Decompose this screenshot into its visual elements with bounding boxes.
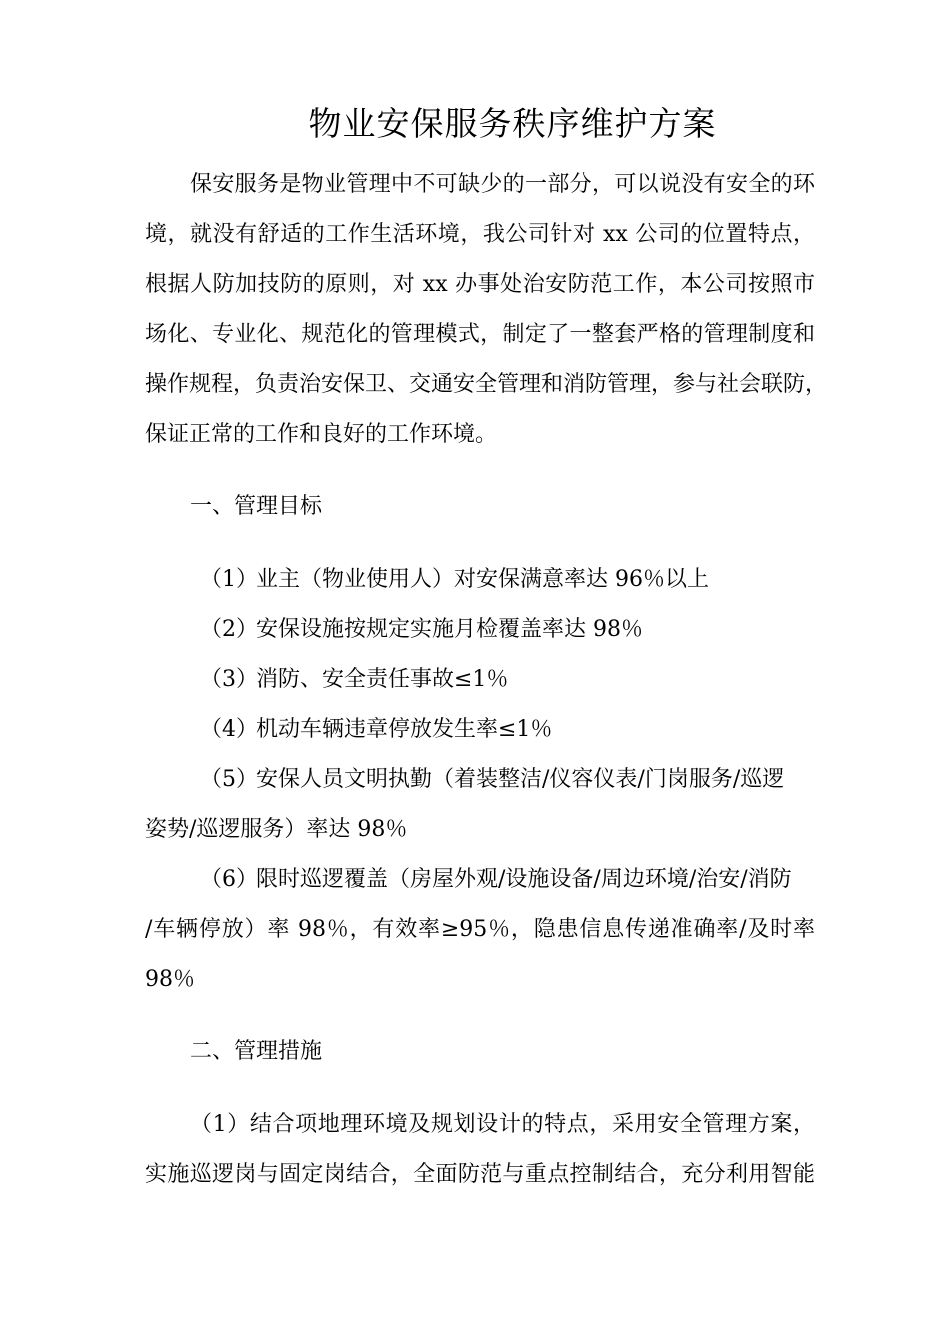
section-number: 二、 xyxy=(190,1039,235,1064)
item-text: 消防、安全责任事故≤1％ xyxy=(256,667,509,692)
list-item xyxy=(200,615,815,645)
paragraph-line: （1）结合项地理环境及规划设计的特点，采用安全管理方案， xyxy=(190,1112,815,1137)
intro-line: 境，就没有舒适的工作生活环境，我公司针对 xx 公司的位置特点， xyxy=(145,222,815,247)
item-text: 限时巡逻覆盖（房屋外观/设施设备/周边环境/治安/消防 xyxy=(256,867,792,892)
paragraph-line: 实施巡逻岗与固定岗结合，全面防范与重点控制结合，充分利用智能 xyxy=(145,1162,815,1187)
list-item xyxy=(200,715,815,745)
item-number: （6） xyxy=(200,867,258,892)
intro-line: 操作规程，负责治安保卫、交通安全管理和消防管理，参与社会联防， xyxy=(145,372,828,397)
list-item xyxy=(200,865,815,895)
item-text: 业主（物业使用人）对安保满意率达 96％以上 xyxy=(256,567,709,592)
item-text: 安保设施按规定实施月检覆盖率达 98％ xyxy=(256,617,643,642)
section-heading-text: 管理目标 xyxy=(234,494,323,519)
item-number: （4） xyxy=(200,717,258,742)
item-number: （1） xyxy=(200,567,258,592)
item-number: （3） xyxy=(200,667,258,692)
list-item xyxy=(200,665,815,695)
section-heading xyxy=(190,492,590,522)
section-heading xyxy=(190,1037,590,1067)
intro-line: 根据人防加技防的原则，对 xx 办事处治安防范工作，本公司按照市 xyxy=(145,272,815,297)
item-number: （2） xyxy=(200,617,258,642)
item-text: 机动车辆违章停放发生率≤1％ xyxy=(256,717,553,742)
section-heading-text: 管理措施 xyxy=(234,1039,323,1064)
list-item xyxy=(200,565,815,595)
list-item xyxy=(200,765,815,795)
section-number: 一、 xyxy=(190,494,235,519)
list-item-continuation: 98％ xyxy=(145,967,195,992)
item-text: 安保人员文明执勤（着装整洁/仪容仪表/门岗服务/巡逻 xyxy=(256,767,785,792)
list-item-continuation: /车辆停放）率 98％，有效率≥95％，隐患信息传递准确率/及时率 xyxy=(145,917,815,942)
intro-line: 保证正常的工作和良好的工作环境。 xyxy=(145,422,498,447)
item-number: （5） xyxy=(200,767,258,792)
intro-line: 保安服务是物业管理中不可缺少的一部分，可以说没有安全的环 xyxy=(190,172,815,197)
document-title: 物业安保服务秩序维护方案 xyxy=(308,104,717,143)
list-item-continuation: 姿势/巡逻服务）率达 98％ xyxy=(145,817,408,842)
intro-line: 场化、专业化、规范化的管理模式，制定了一整套严格的管理制度和 xyxy=(145,322,815,347)
